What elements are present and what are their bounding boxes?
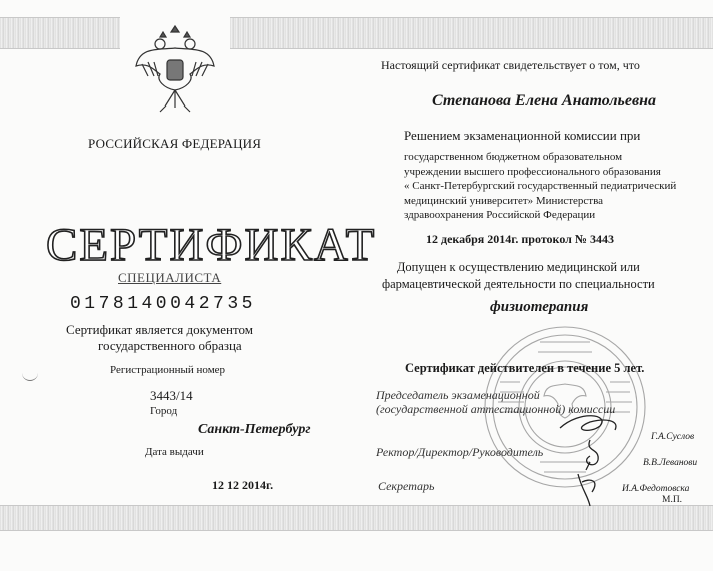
institution-name: государственном бюджетном образовательном учреждении высшего профессионального образования « Санкт-Петербургский государственный педиатрический медицинский университет» Министерства здравоохранения Российской Федерации — [404, 151, 677, 221]
admission-statement: Допущен к осуществлению медицинской или фармацевтической деятельности по специальности — [382, 260, 655, 291]
specialty: физиотерапия — [490, 299, 589, 315]
registration-number: 3443/14 — [150, 388, 193, 403]
top-band-border-lower — [0, 48, 713, 49]
registration-label: Регистрационный номер — [110, 364, 226, 376]
secretary-label: Секретарь — [378, 479, 435, 493]
seal-place-mark: М.П. — [662, 495, 683, 505]
commission-decision: Решением экзаменационной комиссии при — [404, 128, 641, 143]
bottom-band-border-lower — [0, 530, 713, 531]
rector-label: Ректор/Директор/Руководитель — [376, 445, 544, 459]
issue-date-value: 12 12 2014г. — [212, 478, 274, 492]
pen-mark — [22, 370, 38, 381]
statement-line-1: Сертификат является документом — [66, 322, 253, 337]
top-band-border — [0, 17, 713, 18]
double-headed-eagle-emblem — [130, 18, 220, 118]
chairman-signature-name: Г.А.Суслов — [651, 432, 695, 442]
city-value: Санкт-Петербург — [198, 422, 311, 437]
certificate-subtitle: СПЕЦИАЛИСТА — [118, 270, 222, 285]
chairman-label: Председатель экзаменационной (государственной аттестационной) комиссии — [376, 388, 616, 416]
secretary-signature-name: И.А.Федотовска — [622, 484, 690, 494]
top-guilloche-band — [0, 18, 713, 48]
protocol-line: 12 декабря 2014г. протокол № 3443 — [426, 232, 614, 246]
city-label: Город — [150, 405, 178, 417]
holder-name: Степанова Елена Анатольевна — [432, 92, 656, 109]
certificate-title: СЕРТИФИКАТ — [46, 219, 377, 271]
serial-number: 0178140042735 — [70, 294, 256, 314]
statement-line-2: государственного образца — [98, 338, 242, 353]
rector-signature-name: В.В.Леванови — [643, 458, 698, 468]
issue-date-label: Дата выдачи — [145, 446, 204, 458]
intro-statement: Настоящий сертификат свидетельствует о том, что — [381, 58, 640, 72]
country-name: РОССИЙСКАЯ ФЕДЕРАЦИЯ — [88, 136, 262, 151]
validity-statement: Сертификат действителен в течение 5 лет. — [405, 361, 645, 375]
